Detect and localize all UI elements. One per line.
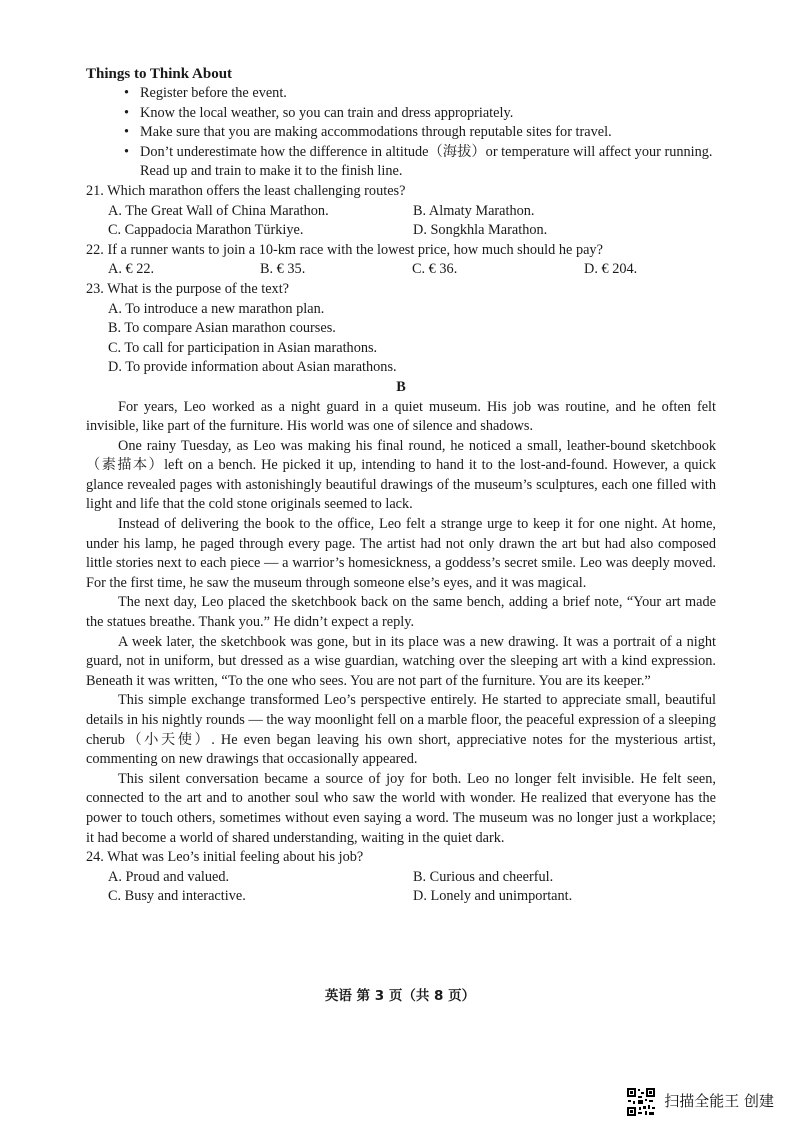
option-d: D. Songkhla Marathon. — [413, 222, 548, 239]
passage-paragraph: A week later, the sketchbook was gone, but in its place was a new drawing. It was a portrait of a night guard, not in uniform, but dressed as a wise guardian, watching over the sleeping art with a kind expression. Beneath it was written, “To the one who sees. You are not part of the furniture. You are its keeper.” — [86, 633, 716, 689]
option-c: C. Busy and interactive. — [108, 888, 246, 905]
option-b: B. Curious and cheerful. — [413, 868, 554, 885]
option-b: B. To compare Asian marathon courses. — [108, 320, 336, 337]
section-b-label: B — [396, 378, 406, 395]
option-d: D. To provide information about Asian marathons. — [108, 359, 397, 376]
passage-paragraph: One rainy Tuesday, as Leo was making his final round, he noticed a small, leather-bound sketchbook（素描本）left on a bench. He picked it up, intending to hand it to the lost-and-found. However, a quick glance revealed pages with astonishingly beautiful drawings of the museum’s sculptures, each one filled with light and life that the cold stone originals seemed to lack. — [86, 437, 716, 513]
option-a: A. Proud and valued. — [108, 868, 230, 885]
question-stem: 23. What is the purpose of the text? — [86, 280, 290, 297]
passage-paragraph: For years, Leo worked as a night guard in a quiet museum. His job was routine, and he often felt invisible, like part of the furniture. His world was one of silence and shadows. — [86, 398, 716, 435]
section-title: Things to Think About — [86, 66, 233, 82]
option-b: B. Almaty Marathon. — [413, 202, 535, 219]
question-24 — [86, 848, 716, 907]
option-c: C. Cappadocia Marathon Türkiye. — [108, 222, 304, 239]
question-23 — [86, 280, 716, 378]
tips-list — [86, 84, 716, 182]
option-c: C. To call for participation in Asian marathons. — [108, 339, 378, 356]
question-21 — [86, 182, 716, 241]
passage-paragraph: This simple exchange transformed Leo’s perspective entirely. He started to appreciate small, beautiful details in his nightly rounds — the way moonlight fell on a marble floor, the peaceful expression of a sleeping cherub（小天使）. He even began leaving his own short, appreciative notes for the mysterious artist, commenting on new drawings that occasionally appeared. — [86, 692, 716, 768]
option-d: D. Lonely and unimportant. — [413, 888, 573, 905]
question-stem: 24. What was Leo’s initial feeling about his job? — [86, 849, 364, 866]
question-stem: 22. If a runner wants to join a 10-km race with the lowest price, how much should he pay? — [86, 241, 603, 258]
option-a: A. The Great Wall of China Marathon. — [108, 202, 329, 219]
tip-item: • Don’t underestimate how the difference in altitude（海拔）or temperature will affect your running. Read up and train to make it to the finish line. — [124, 143, 716, 182]
page-footer: 英语 第 3 页（共 8 页） — [324, 988, 476, 1004]
question-stem: 21. Which marathon offers the least challenging routes? — [86, 182, 406, 199]
option-a: A. € 22. — [108, 261, 155, 278]
passage-paragraph: This silent conversation became a source of joy for both. Leo no longer felt invisible. He felt seen, connected to the art and to another soul who saw the world with wonder. He realized that everyone has the power to touch others, sometimes without even saying a word. The museum was no longer just a workplace; it had become a world of shared understanding, waiting in the quiet dark. — [86, 770, 716, 846]
tip-item: • Make sure that you are making accommodations through reputable sites for travel. — [124, 123, 716, 143]
watermark-text: 扫描全能王 创建 — [664, 1092, 774, 1111]
passage-paragraph: The next day, Leo placed the sketchbook back on the same bench, adding a brief note, “Your art made the statues breathe. Thank you.” He didn’t expect a reply. — [86, 594, 716, 631]
page-content — [86, 64, 716, 907]
qr-code-icon — [626, 1087, 656, 1117]
option-d: D. € 204. — [584, 261, 638, 278]
question-22 — [86, 241, 716, 280]
option-a: A. To introduce a new marathon plan. — [108, 300, 325, 317]
option-c: C. € 36. — [412, 261, 458, 278]
scanner-watermark — [626, 1087, 774, 1117]
tip-item: • Know the local weather, so you can train and dress appropriately. — [124, 104, 716, 124]
tip-item: • Register before the event. — [124, 84, 716, 104]
option-b: B. € 35. — [260, 261, 306, 278]
passage-paragraph: Instead of delivering the book to the office, Leo felt a strange urge to keep it for one night. At home, under his lamp, he paged through every page. The artist had not only drawn the art but had also composed little stories next to each piece — a warrior’s homesickness, a goddess’s secret smile. Leo was deeply moved. For the first time, he saw the museum through someone else’s eyes, and it was magical. — [86, 516, 716, 591]
